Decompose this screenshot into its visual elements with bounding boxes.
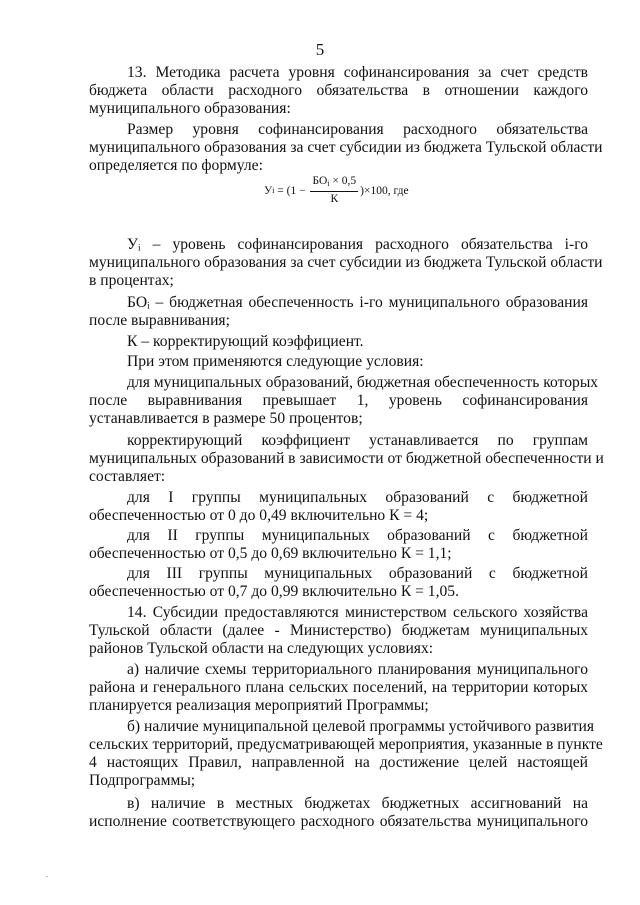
text-line: после выравнивания превышает 1, уровень софинансирования (89, 392, 588, 409)
text-line: для III группы муниципальных образований с бюджетной (127, 565, 588, 582)
text-line: определяется по формуле: (89, 157, 263, 174)
text-line: БОᵢ – бюджетная обеспеченность i-го муниципального образования (127, 294, 588, 311)
condition-coefficient (89, 432, 604, 486)
text-line: Уᵢ – уровень софинансирования расходного обязательства i-го (127, 236, 588, 253)
text-line: устанавливается в размере 50 процентов; (89, 410, 363, 427)
text-line: б) наличие муниципальной целевой программы устойчивого развития (127, 718, 595, 735)
section-14-item-b (89, 718, 603, 790)
numerator-rest: × 0,5 (329, 175, 357, 187)
text-line: Тульской области (далее - Министерство) бюджетам муниципальных (89, 622, 588, 639)
formula-lhs: У (264, 184, 273, 197)
section-14-intro (89, 604, 588, 658)
text-line: 13. Методика расчета уровня софинансирования за счет средств (127, 64, 588, 81)
condition-group-3 (89, 565, 588, 601)
text-line: 14. Субсидии предоставляются министерством сельского хозяйства (127, 604, 588, 621)
text-line: муниципального образования за счет субсидии из бюджета Тульской области (89, 254, 603, 271)
conditions-intro (89, 353, 588, 371)
definition-k (89, 333, 588, 351)
page-number: 5 (315, 40, 325, 59)
section-14-item-a (89, 661, 588, 715)
definition-y (89, 236, 603, 290)
text-line: муниципального образования: (89, 100, 291, 117)
text-line: бюджета области расходного обязательства в отношении каждого (89, 82, 588, 99)
text-line: муниципального образования за счет субсидии из бюджета Тульской области (89, 139, 603, 156)
text-line: обеспеченностью от 0 до 0,49 включительно К = 4; (89, 507, 429, 524)
text-line: Подпрограммы; (89, 772, 196, 789)
text-line: после выравнивания; (89, 312, 230, 329)
text-line: а) наличие схемы территориального планирования муниципального (127, 661, 588, 678)
formula-numerator (310, 175, 358, 192)
text-line: для II группы муниципальных образований с бюджетной (127, 527, 588, 544)
text-line: обеспеченностью от 0,7 до 0,99 включительно К = 1,05. (89, 583, 459, 600)
numerator-symbol: БО (312, 175, 328, 187)
formula-tail: )×100, где (360, 184, 409, 197)
text-line: в процентах; (89, 272, 174, 289)
text-line: в) наличие в местных бюджетах бюджетных ассигнований на (127, 795, 588, 812)
formula-lhs-sub: i (272, 186, 275, 195)
text-line: исполнение соответствующего расходного обязательства муниципального (89, 813, 588, 830)
formula-denominator: К (330, 193, 339, 205)
text-line: для муниципальных образований, бюджетная обеспеченность которых (127, 374, 599, 391)
section-14-item-c (89, 795, 588, 831)
text-line: районов Тульской области на следующих условиях: (89, 640, 434, 657)
numerator-sub: i (327, 179, 330, 188)
definition-bo (89, 294, 588, 330)
text-line: При этом применяются следующие условия: (127, 353, 424, 370)
formula-open: = (1 − (274, 184, 309, 197)
text-line: планируется реализация мероприятий Программы; (89, 697, 429, 714)
scan-mark (46, 876, 48, 877)
text-line: составляет: (89, 468, 166, 485)
text-line: обеспеченностью от 0,5 до 0,69 включительно К = 1,1; (89, 545, 452, 562)
formula-fraction (310, 175, 358, 206)
text-line: для I группы муниципальных образований с бюджетной (127, 489, 588, 506)
condition-group-1 (89, 489, 588, 525)
text-line: корректирующий коэффициент устанавливается по группам (127, 432, 588, 449)
section-13-intro (89, 121, 603, 175)
text-line: 4 настоящих Правил, направленной на достижение целей настоящей (89, 754, 588, 771)
condition-group-2 (89, 527, 588, 563)
text-line: сельских территорий, предусматривающей мероприятия, указанные в пункте (89, 736, 603, 753)
cofinancing-formula (264, 175, 409, 206)
text-line: Размер уровня софинансирования расходного обязательства (127, 121, 588, 138)
text-line: К – корректирующий коэффициент. (127, 333, 364, 350)
text-line: муниципальных образований в зависимости от бюджетной обеспеченности и (89, 450, 604, 467)
condition-over-one (89, 374, 599, 428)
section-13-heading (89, 64, 588, 118)
text-line: района и генерального плана сельских поселений, на территории которых (89, 679, 588, 696)
